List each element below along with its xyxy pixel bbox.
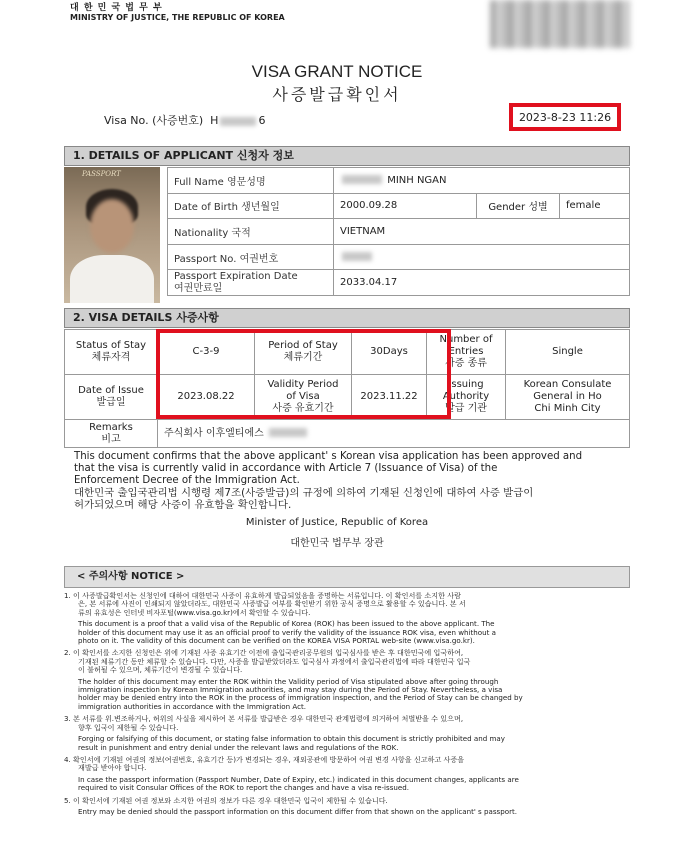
- notice-line: immigration authorities in accordance with the Immigration Act.: [78, 701, 307, 711]
- notice-item-2-ko: [64, 649, 630, 674]
- signer-korean: 대한민국 법무부 장관: [290, 538, 384, 549]
- applicant-details-table: [167, 167, 630, 296]
- nationality-label: Nationality 국적: [168, 219, 334, 245]
- period-label-en: Period of Stay: [268, 340, 338, 351]
- table-row: [168, 219, 630, 245]
- gender-label: Gender 성별: [477, 193, 560, 219]
- table-row: [65, 420, 630, 448]
- entries-label-1: Number of: [439, 334, 493, 345]
- passport-expiry-label: [168, 270, 334, 296]
- document-title-english: VISA GRANT NOTICE: [251, 62, 423, 81]
- authority-value: [506, 375, 630, 420]
- notice-body: [64, 592, 630, 819]
- section-applicant-header: 1. DETAILS OF APPLICANT 신청자 정보: [64, 146, 630, 166]
- visa-number-prefix: H: [210, 114, 219, 127]
- passport-expiry-value: 2033.04.17: [334, 270, 630, 296]
- remarks-cell: [158, 420, 630, 448]
- table-row: [168, 244, 630, 270]
- visa-number-label: Visa No. (사증번호): [104, 114, 204, 127]
- period-value: 30Days: [352, 330, 427, 375]
- validity-value: 2023.11.22: [352, 375, 427, 420]
- remarks-label: [65, 420, 158, 448]
- confirmation-statement: [74, 451, 630, 511]
- nationality-value: VIETNAM: [334, 219, 630, 245]
- issued-datetime-highlight: [509, 103, 621, 131]
- notice-line: photo on it. The validity of this document can be verified on the KOREA VISA PORTAL web-site (www.visa.go.kr).: [78, 636, 475, 646]
- notice-line: 향후 입국이 제한될 수 있습니다.: [78, 722, 179, 732]
- notice-line: This document is a proof that a valid visa of the Republic of Korea (ROK) has been issued to the above applicant. The: [78, 619, 495, 629]
- notice-item-2-en: [64, 678, 630, 712]
- section-visa-header: 2. VISA DETAILS 사증사항: [64, 308, 630, 328]
- passport-expiry-label-en: Passport Expiration Date: [174, 270, 298, 282]
- notice-line: 이 불허될 수 있으며, 체류기간이 변경될 수 있습니다.: [78, 665, 243, 675]
- photo-passport-label: PASSPORT: [82, 170, 121, 178]
- authority-label-ko: 발급 기관: [445, 403, 487, 414]
- authority-label-2: Authority: [442, 391, 490, 402]
- notice-item-1-en: [64, 620, 630, 645]
- issue-date-label: [65, 375, 158, 420]
- visa-number-suffix: 6: [258, 114, 266, 127]
- document-title-korean: 사증발급확인서: [272, 85, 402, 104]
- issue-date-label-en: Date of Issue: [78, 385, 144, 396]
- notice-line: 4. 확인서에 기재된 여권의 정보(여권번호, 유효기간 등)가 변경되는 경우, 재외공관에 방문하여 여권 변경 사항을 신고하고 사증을: [64, 754, 465, 764]
- issue-date-label-ko: 발급일: [96, 397, 126, 408]
- ministry-name-korean: 대 한 민 국 법 무 부: [70, 3, 163, 13]
- redacted-passport-number: [342, 252, 372, 261]
- notice-line: 1. 이 사증발급확인서는 신청인에 대하여 대한민국 사증이 유효하게 발급되었음을 증명하는 서류입니다. 이 확인서를 소지한 사람: [64, 591, 461, 600]
- table-row: [168, 168, 630, 194]
- applicant-photo: [64, 167, 160, 303]
- notice-item-4-ko: [64, 756, 630, 773]
- notice-line: holder of this document may use it as an official proof to verify the validity of the issuance ROK visa, even whithout a: [78, 627, 496, 637]
- remarks-label-en: Remarks: [89, 421, 133, 433]
- notice-line: 기재된 체류기간 동안 체류할 수 있습니다. 다만, 사증을 발급받았더라도 입국심사 과정에서 출입국관리법에 따라 대한민국 입국: [78, 656, 471, 666]
- notice-line: immigration inspection by Korean Immigration authorities, and may stay during the Period of Stay. Nevertheless, a visa: [78, 685, 503, 695]
- notice-line: 5. 이 확인서에 기재된 여권 정보와 소지한 여권의 정보가 다른 경우 대한민국 입국이 제한될 수 있습니다.: [64, 795, 388, 805]
- statement-ko-line: 대한민국 출입국관리법 시행령 제7조(사증발급)의 규정에 의하여 기재된 신청인에 대하여 사증 발급이: [74, 487, 534, 499]
- dob-label: Date of Birth 생년월일: [168, 193, 334, 219]
- full-name-value: MINH NGAN: [387, 174, 447, 186]
- authority-value-1: Korean Consulate: [523, 379, 612, 390]
- status-label-en: Status of Stay: [75, 340, 147, 351]
- authority-label-1: Issuing: [448, 379, 484, 390]
- notice-line: 3. 본 서류를 위.변조하거나, 허위의 사실을 제시하여 본 서류를 발급받은 경우 대한민국 관계법령에 의거하여 처벌받을 수 있으며,: [64, 714, 464, 724]
- status-label-ko: 체류자격: [91, 352, 131, 363]
- status-label: [65, 330, 158, 375]
- notice-line: 류의 유효성은 인터넷 비자포털(www.visa.go.kr)에서 확인할 수 있습니다.: [78, 607, 311, 617]
- redacted-surname: [342, 175, 382, 184]
- notice-item-5-ko: [64, 797, 630, 805]
- passport-expiry-label-ko: 여권만료일: [174, 282, 223, 294]
- notice-line: required to visit Consular Offices of the ROK to report the changes and have a visa re-issued.: [78, 783, 410, 793]
- notice-line: 은, 본 서류에 사진이 인쇄되지 않았더라도, 대한민국 사증발급 여부를 확인받기 위한 공식 증명으로 활용할 수 있습니다. 본 서: [78, 599, 466, 609]
- notice-line: 2. 이 확인서를 소지한 신청인은 위에 기재된 사증 유효기간 이전에 출입국관리공무원의 입국심사를 받은 후 대한민국에 입국하여,: [64, 648, 464, 658]
- photo-body: [70, 255, 154, 303]
- notice-line: The holder of this document may enter the ROK within the Validity period of Visa stipulated above after going through: [78, 676, 499, 686]
- visa-period-highlight: [156, 329, 451, 419]
- entries-label-ko: 사증 종류: [445, 358, 487, 369]
- statement-en-line: that the visa is currently valid in accordance with Article 7 (Issuance of Visa) of the: [74, 463, 498, 474]
- photo-face-blurred: [90, 199, 134, 253]
- notice-item-3-en: [64, 735, 630, 752]
- dob-value: 2000.09.28: [334, 193, 477, 219]
- statement-ko-line: 허가되었으며 해당 사증이 유효함을 확인합니다.: [74, 499, 292, 511]
- validity-label-1: Validity Period: [267, 379, 339, 390]
- redacted-visa-number: [220, 117, 256, 126]
- status-value: C-3-9: [158, 330, 255, 375]
- full-name-label: Full Name 영문성명: [168, 168, 334, 194]
- table-row: [168, 270, 630, 296]
- passport-number-label: Passport No. 여권번호: [168, 244, 334, 270]
- notice-item-1-ko: [64, 592, 630, 617]
- entries-value: Single: [506, 330, 630, 375]
- validity-label-ko: 사증 유효기간: [272, 403, 334, 414]
- statement-en-line: This document confirms that the above applicant' s Korean visa application has been approved and: [74, 451, 583, 462]
- notice-line: result in punishment and entry denial under the relevant laws and regulations of the ROK.: [78, 742, 399, 752]
- authority-value-2: General in Ho: [533, 391, 602, 402]
- notice-line: 재발급 받아야 합니다.: [78, 763, 147, 773]
- notice-line: In case the passport information (Passport Number, Date of Expiry, etc.) indicated in this document changes, applicants are: [78, 774, 519, 784]
- notice-line: Forging or falsifying of this document, or stating false information to obtain this document is strictly prohibited and may: [78, 734, 505, 744]
- gender-value: female: [560, 193, 630, 219]
- notice-line: Entry may be denied should the passport information on this document differ from that shown on the applicant' s passport.: [78, 806, 518, 816]
- notice-header: < 주의사항 NOTICE >: [64, 566, 630, 588]
- validity-label-2: of Visa: [286, 391, 320, 402]
- redacted-company-name: [269, 428, 307, 437]
- issued-datetime: 2023-8-23 11:26: [518, 110, 612, 124]
- entries-label-2: Entries: [448, 346, 484, 357]
- statement-en-line: Enforcement Decree of the Immigration Act.: [74, 475, 300, 486]
- period-label-ko: 체류기간: [283, 352, 323, 363]
- ministry-name-english: MINISTRY OF JUSTICE, THE REPUBLIC OF KOREA: [70, 13, 285, 22]
- notice-item-5-en: [64, 808, 630, 816]
- remarks-value: 주식회사 이후엘티에스: [164, 427, 264, 439]
- issue-date-value: 2023.08.22: [158, 375, 255, 420]
- full-name-cell: [334, 168, 630, 194]
- notice-line: holder may be denied entry into the ROK in the process of immigration inspection, and the Period of Stay can be changed by: [78, 693, 523, 703]
- redacted-barcode: [490, 0, 630, 48]
- table-row: [168, 193, 630, 219]
- signer-english: Minister of Justice, Republic of Korea: [245, 517, 429, 528]
- notice-item-3-ko: [64, 715, 630, 732]
- visa-number: [104, 112, 265, 128]
- passport-number-cell: [334, 244, 630, 270]
- authority-value-3: Chi Minh City: [534, 403, 601, 414]
- remarks-label-ko: 비고: [101, 433, 121, 445]
- notice-item-4-en: [64, 776, 630, 793]
